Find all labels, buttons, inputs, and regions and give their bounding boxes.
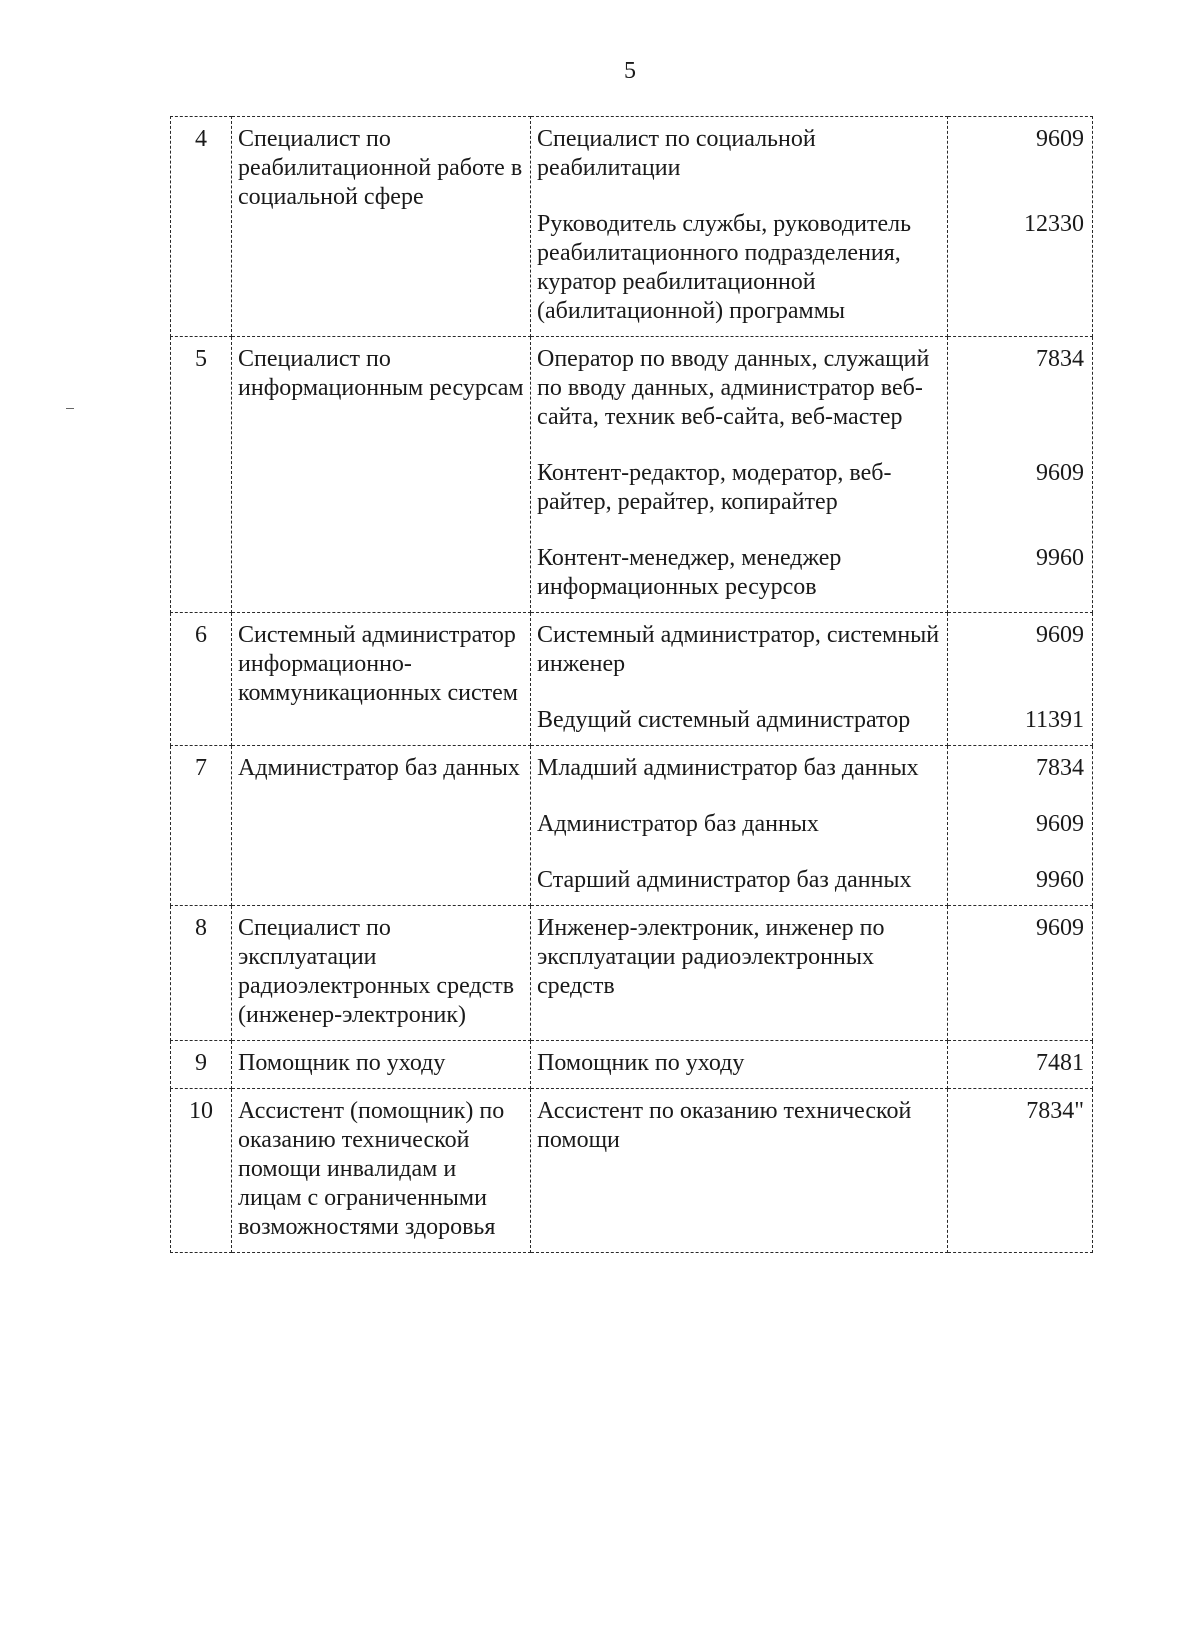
positions-cell [531, 906, 948, 1041]
row-number: 7 [171, 746, 232, 906]
position-rate: 9609 [1036, 915, 1084, 941]
row-number: 5 [171, 337, 232, 613]
profession-title: Специалист по эксплуатации радиоэлектронных средств (инженер-электроник) [232, 906, 531, 1041]
position-name: Оператор по вводу данных, служащий по вводу данных, администратор веб-сайта, техник веб-сайта, веб-мастер [537, 346, 930, 430]
position-rate: 9609 [1036, 811, 1084, 837]
profession-title: Помощник по уходу [232, 1041, 531, 1089]
position-name: Ассистент по оказанию технической помощи [537, 1098, 912, 1153]
profession-title: Системный администратор информационно-коммуникационных систем [232, 613, 531, 746]
positions-cell [531, 117, 948, 337]
profession-title: Специалист по реабилитационной работе в социальной сфере [232, 117, 531, 337]
position-rate: 12330 [1024, 211, 1084, 237]
positions-cell [531, 613, 948, 746]
row-number: 4 [171, 117, 232, 337]
rates-cell [948, 117, 1093, 337]
scan-mark [66, 408, 74, 409]
table-row [171, 746, 1093, 906]
position-name: Специалист по социальной реабилитации [537, 126, 816, 181]
row-number: 9 [171, 1041, 232, 1089]
profession-title: Ассистент (помощник) по оказанию технической помощи инвалидам и лицам с ограниченными возможностями здоровья [232, 1089, 531, 1253]
table-row [171, 1041, 1093, 1089]
position-rate: 7834 [1036, 755, 1084, 781]
position-rate: 9609 [1036, 460, 1084, 486]
position-name: Инженер-электроник, инженер по эксплуатации радиоэлектронных средств [537, 915, 885, 999]
row-number: 6 [171, 613, 232, 746]
rates-cell [948, 1089, 1093, 1253]
rates-cell [948, 1041, 1093, 1089]
table-row [171, 613, 1093, 746]
row-number: 8 [171, 906, 232, 1041]
positions-cell [531, 746, 948, 906]
rates-cell [948, 337, 1093, 613]
positions-cell [531, 1089, 948, 1253]
table-row [171, 1089, 1093, 1253]
position-rate: 9609 [1036, 126, 1084, 152]
position-name: Контент-редактор, модератор, веб-райтер, рерайтер, копирайтер [537, 460, 892, 515]
profession-title: Специалист по информационным ресурсам [232, 337, 531, 613]
table-row [171, 337, 1093, 613]
position-name: Старший администратор баз данных [537, 867, 912, 893]
position-name: Руководитель службы, руководитель реабилитационного подразделения, куратор реабилитационной (абилитационной) программы [537, 211, 912, 324]
position-rate: 9960 [1036, 545, 1084, 571]
rates-cell [948, 906, 1093, 1041]
table-row [171, 906, 1093, 1041]
rates-cell [948, 613, 1093, 746]
position-name: Контент-менеджер, менеджер информационных ресурсов [537, 545, 842, 600]
position-rate: 7834" [1026, 1098, 1084, 1124]
position-name: Администратор баз данных [537, 811, 819, 837]
position-rate: 7834 [1036, 346, 1084, 372]
page-number: 5 [624, 58, 636, 84]
rates-cell [948, 746, 1093, 906]
table-row [171, 117, 1093, 337]
table-body [171, 117, 1093, 1253]
positions-cell [531, 1041, 948, 1089]
position-name: Младший администратор баз данных [537, 755, 919, 781]
row-number: 10 [171, 1089, 232, 1253]
position-rate: 9609 [1036, 622, 1084, 648]
position-rate: 7481 [1036, 1050, 1084, 1076]
position-name: Системный администратор, системный инженер [537, 622, 940, 677]
positions-table [170, 116, 1093, 1253]
positions-cell [531, 337, 948, 613]
position-rate: 9960 [1036, 867, 1084, 893]
profession-title: Администратор баз данных [232, 746, 531, 906]
position-name: Ведущий системный администратор [537, 707, 911, 733]
position-name: Помощник по уходу [537, 1050, 745, 1076]
position-rate: 11391 [1024, 707, 1084, 733]
